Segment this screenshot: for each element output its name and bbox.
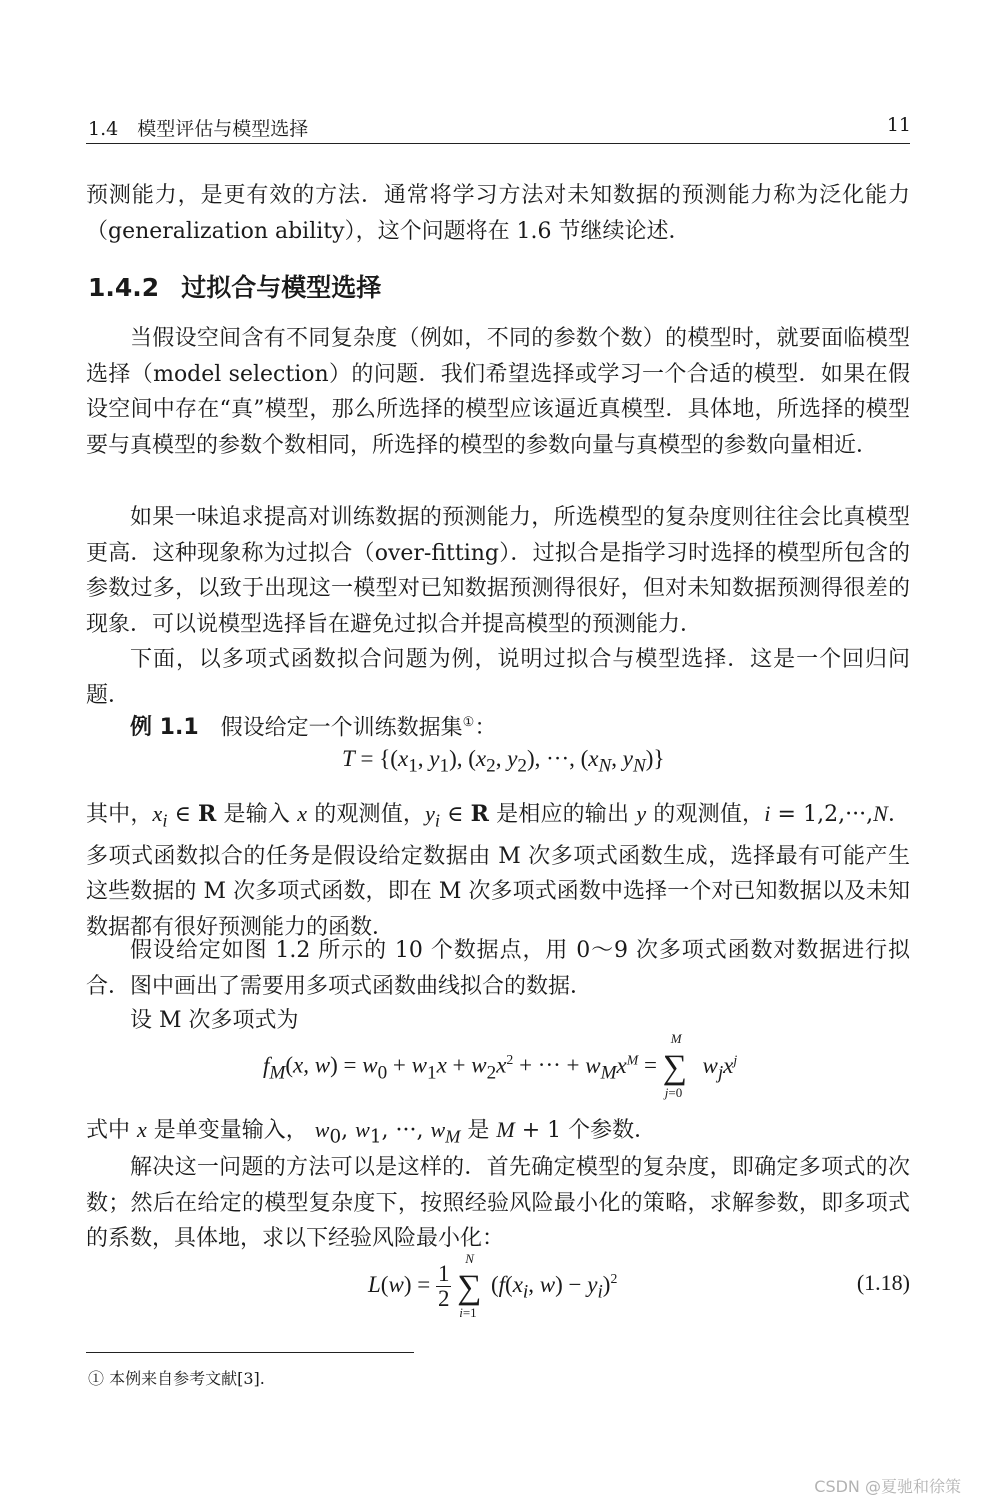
- paragraph-polynomial-intro: 下面，以多项式函数拟合问题为例，说明过拟合与模型选择．这是一个回归问题．: [86, 647, 910, 708]
- paragraph-polynomial-def: 设 M 次多项式为: [130, 1008, 299, 1033]
- footnote-text: 本例来自参考文献[3].: [109, 1369, 265, 1388]
- equation-loss: L(w) = $\frac{1}{2}$ ∑ N i=1 ($f(x_i$, $w) - y_i)^2$: [368, 1250, 618, 1320]
- footnote: [88, 1366, 265, 1389]
- page-number: 11: [886, 114, 911, 136]
- section-number: 1.4.2: [88, 273, 160, 302]
- paragraph-parameters: 式中 x 是单变量输入， $w_0$, $w_1$, ···, $w_M$ 是 M + 1 个参数．: [86, 1117, 657, 1148]
- footnote-divider: [86, 1352, 414, 1353]
- paragraph-overfitting: 如果一味追求提高对训练数据的预测能力，所选模型的复杂度则往往会比真模型更高．这种现象称为过拟合（over-fitting）．过拟合是指学习时选择的模型所包含的参数过多，以致于出现这一模型对已知数据预测得很好，但对未知数据预测得很差的现象．可以说模型选择旨在避免过拟合并提高模型的预测能力．: [86, 505, 910, 637]
- paragraph-model-selection: 当假设空间含有不同复杂度（例如，不同的参数个数）的模型时，就要面临模型选择（model selection）的问题．我们希望选择或学习一个合适的模型．如果在假设空间中存在“真”模型，那么所选择的模型应该逼近真模型．具体地，所选择的模型要与真模型的参数个数相同，所选择的模型的参数向量与真模型的参数向量相近．: [86, 326, 910, 458]
- section-title: 过拟合与模型选择: [181, 273, 382, 302]
- equation-polynomial: $f_M(x$, $w) = w_0 + w_1x + w_2x^2$ + ··· + $w_Mx^M$ = ∑ M j=0 $w_jx^j$: [263, 1031, 738, 1101]
- paragraph-data-points: 假设给定如图 1.2 所示的 10 个数据点，用 0～9 次多项式函数对数据进行拟合．图中画出了需要用多项式函数曲线拟合的数据．: [86, 938, 910, 999]
- example-label: 例 1.1: [130, 715, 199, 741]
- section-heading: [88, 268, 381, 304]
- footnote-ref: ①: [462, 715, 475, 730]
- example-line: 例 1.1 假设给定一个训练数据集①：: [130, 715, 497, 741]
- equation-number: (1.18): [856, 1270, 910, 1295]
- equation-training-set: $T = \{(x_1$, $y_1$), ($x_2$, $y_2$), ···, ($x_N$, $y_N$)}: [342, 746, 665, 777]
- footnote-marker: ①: [88, 1369, 105, 1388]
- paragraph-solution: 解决这一问题的方法可以是这样的．首先确定模型的复杂度，即确定多项式的次数；然后在给定的模型复杂度下，按照经验风险最小化的策略，求解参数，即多项式的系数，具体地，求以下经验风险最小化：: [86, 1155, 910, 1251]
- paragraph-generalization: 预测能力，是更有效的方法．通常将学习方法对未知数据的预测能力称为泛化能力（generalization ability），这个问题将在 1.6 节继续论述．: [86, 183, 910, 244]
- header-divider: [86, 143, 910, 144]
- paragraph-task: 项式函数拟合的任务是假设给定数据由 M 次多项式函数生成，选择最有可能产生这些数据的 M 次多项式函数，即在 M 次多项式函数中选择一个对已知数据以及未知数据都有很好预测能力的函数．: [86, 843, 910, 940]
- watermark: CSDN @夏驰和徐策: [814, 1477, 961, 1496]
- example-text: 假设给定一个训练数据集: [220, 715, 463, 741]
- paragraph-notation: 其中，$x_i$ ∈ R 是输入 x 的观测值，$y_i$ ∈ R 是相应的输出 y 的观测值，i = 1,2,···,N．多项式函数拟合的任务是假设给定数据由 M 次多项式函数生成，选择最有可能产生这些数据的 M 次多项式函数，即在 M 次多项式函数中选择一个对已知数据以及未知数据都有很好预测能力的函数．: [86, 801, 910, 940]
- running-header-section: 1.4 模型评估与模型选择: [88, 118, 309, 140]
